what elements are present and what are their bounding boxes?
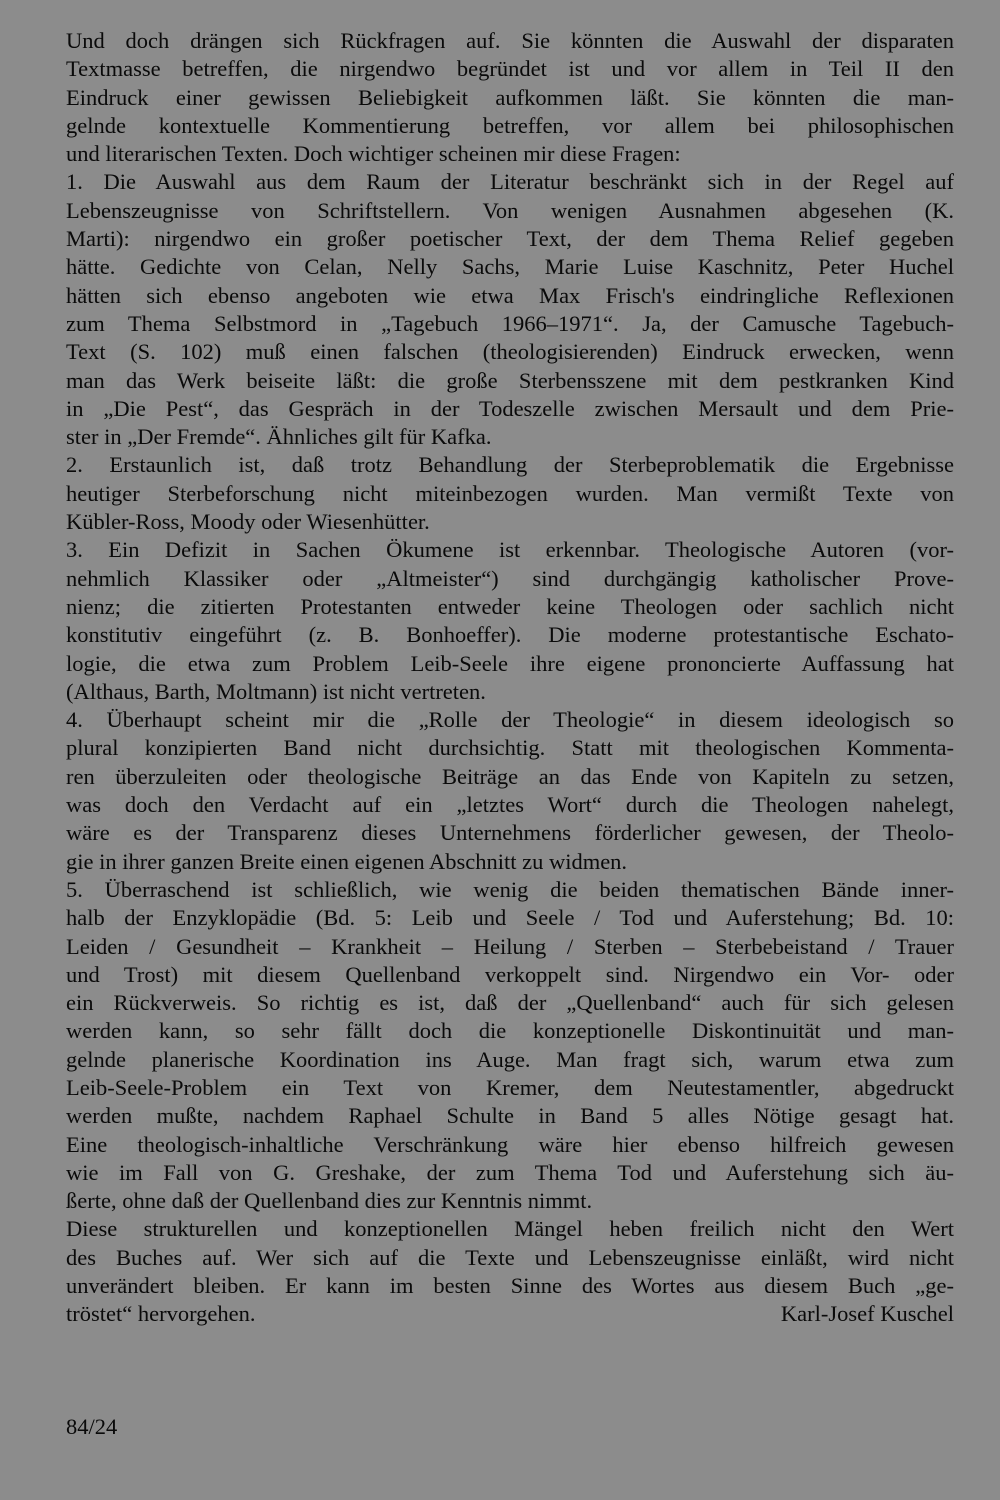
- text-line: hätten sich ebenso angeboten wie etwa Max Frisch's eindringliche Reflexionen: [66, 282, 954, 308]
- text-line: was doch den Verdacht auf ein „letztes Wort“ durch die Theologen nahelegt,: [66, 792, 954, 818]
- text-line: des Buches auf. Wer sich auf die Texte und Lebenszeugnisse einläßt, wird nicht: [66, 1244, 954, 1270]
- text-line: konstitutiv eingeführt (z. B. Bonhoeffer). Die moderne protestantische Eschato-: [66, 622, 954, 648]
- closing-line: [66, 1300, 954, 1328]
- text-line: werden kann, so sehr fällt doch die konzeptionelle Diskontinuität und man-: [66, 1018, 954, 1044]
- text-line: Leiden / Gesundheit – Krankheit – Heilung / Sterben – Sterbebeistand / Trauer: [66, 933, 954, 959]
- text-line: 3. Ein Defizit in Sachen Ökumene ist erkennbar. Theologische Autoren (vor-: [66, 537, 954, 563]
- text-line: hätte. Gedichte von Celan, Nelly Sachs, Marie Luise Kaschnitz, Peter Huchel: [66, 254, 954, 280]
- closing-text: tröstet“ hervorgehen.: [66, 1301, 256, 1327]
- text-line: zum Thema Selbstmord in „Tagebuch 1966–1971“. Ja, der Camusche Tagebuch-: [66, 310, 954, 336]
- text-line: ster in „Der Fremde“. Ähnliches gilt für Kafka.: [66, 424, 492, 450]
- text-line: Diese strukturellen und konzeptionellen Mängel heben freilich nicht den Wert: [66, 1216, 954, 1242]
- text-line: 4. Überhaupt scheint mir die „Rolle der Theologie“ in diesem ideologisch so: [66, 707, 954, 733]
- text-line: und Trost) mit diesem Quellenband verkoppelt sind. Nirgendwo ein Vor- oder: [66, 961, 954, 987]
- text-line: 5. Überraschend ist schließlich, wie wenig die beiden thematischen Bände inner-: [66, 876, 954, 902]
- author-signature: Karl-Josef Kuschel: [780, 1301, 954, 1327]
- text-line: heutiger Sterbeforschung nicht miteinbezogen wurden. Man vermißt Texte von: [66, 480, 954, 506]
- text-line: unverändert bleiben. Er kann im besten Sinne des Wortes aus diesem Buch „ge-: [66, 1273, 954, 1299]
- text-line: ren überzuleiten oder theologische Beiträge an das Ende von Kapiteln zu setzen,: [66, 763, 954, 789]
- text-line: Textmasse betreffen, die nirgendwo begründet ist und vor allem in Teil II den: [66, 56, 954, 82]
- text-line: ßerte, ohne daß der Quellenband dies zur Kenntnis nimmt.: [66, 1188, 593, 1214]
- text-line: Lebenszeugnisse von Schriftstellern. Von wenigen Ausnahmen abgesehen (K.: [66, 197, 954, 223]
- document-page: [66, 27, 954, 1329]
- text-line: Marti): nirgendwo ein großer poetischer Text, der dem Thema Relief gegeben: [66, 226, 954, 252]
- text-line: nehmlich Klassiker oder „Altmeister“) sind durchgängig katholischer Prove-: [66, 565, 954, 591]
- text-line: Kübler-Ross, Moody oder Wiesenhütter.: [66, 509, 430, 535]
- text-line: plural konzipierten Band nicht durchsichtig. Statt mit theologischen Kommenta-: [66, 735, 954, 761]
- text-line: und literarischen Texten. Doch wichtiger scheinen mir diese Fragen:: [66, 141, 681, 167]
- page-number: 84/24: [66, 1414, 118, 1439]
- text-line: werden mußte, nachdem Raphael Schulte in Band 5 alles Nötige gesagt hat.: [66, 1103, 954, 1129]
- text-line: wie im Fall von G. Greshake, der zum Thema Tod und Auferstehung sich äu-: [66, 1159, 954, 1185]
- text-line: Leib-Seele-Problem ein Text von Kremer, dem Neutestamentler, abgedruckt: [66, 1074, 954, 1100]
- text-line: nienz; die zitierten Protestanten entweder keine Theologen oder sachlich nicht: [66, 593, 954, 619]
- text-line: Eine theologisch-inhaltliche Verschränkung wäre hier ebenso hilfreich gewesen: [66, 1131, 954, 1157]
- text-line: Eindruck einer gewissen Beliebigkeit aufkommen läßt. Sie könnten die man-: [66, 84, 954, 110]
- text-line: in „Die Pest“, das Gespräch in der Todeszelle zwischen Mersault und dem Prie-: [66, 395, 954, 421]
- text-line: gie in ihrer ganzen Breite einen eigenen Abschnitt zu widmen.: [66, 848, 628, 874]
- text-line: logie, die etwa zum Problem Leib-Seele ihre eigene prononcierte Auffassung hat: [66, 650, 954, 676]
- text-line: 1. Die Auswahl aus dem Raum der Literatur beschränkt sich in der Regel auf: [66, 169, 954, 195]
- text-line: Text (S. 102) muß einen falschen (theologisierenden) Eindruck erwecken, wenn: [66, 339, 954, 365]
- text-line: wäre es der Transparenz dieses Unternehmens förderlicher gewesen, der Theolo-: [66, 820, 954, 846]
- text-line: 2. Erstaunlich ist, daß trotz Behandlung der Sterbeproblematik die Ergebnisse: [66, 452, 954, 478]
- text-line: ein Rückverweis. So richtig es ist, daß der „Quellenband“ auch für sich gelesen: [66, 990, 954, 1016]
- text-line: Und doch drängen sich Rückfragen auf. Sie könnten die Auswahl der disparaten: [66, 28, 954, 53]
- text-line: gelnde kontextuelle Kommentierung betreffen, vor allem bei philosophischen: [66, 112, 954, 138]
- text-line: halb der Enzyklopädie (Bd. 5: Leib und Seele / Tod und Auferstehung; Bd. 10:: [66, 905, 954, 931]
- text-line: (Althaus, Barth, Moltmann) ist nicht vertreten.: [66, 678, 486, 704]
- text-line: man das Werk beiseite läßt: die große Sterbensszene mit dem pestkranken Kind: [66, 367, 954, 393]
- text-line: gelnde planerische Koordination ins Auge. Man fragt sich, warum etwa zum: [66, 1046, 954, 1072]
